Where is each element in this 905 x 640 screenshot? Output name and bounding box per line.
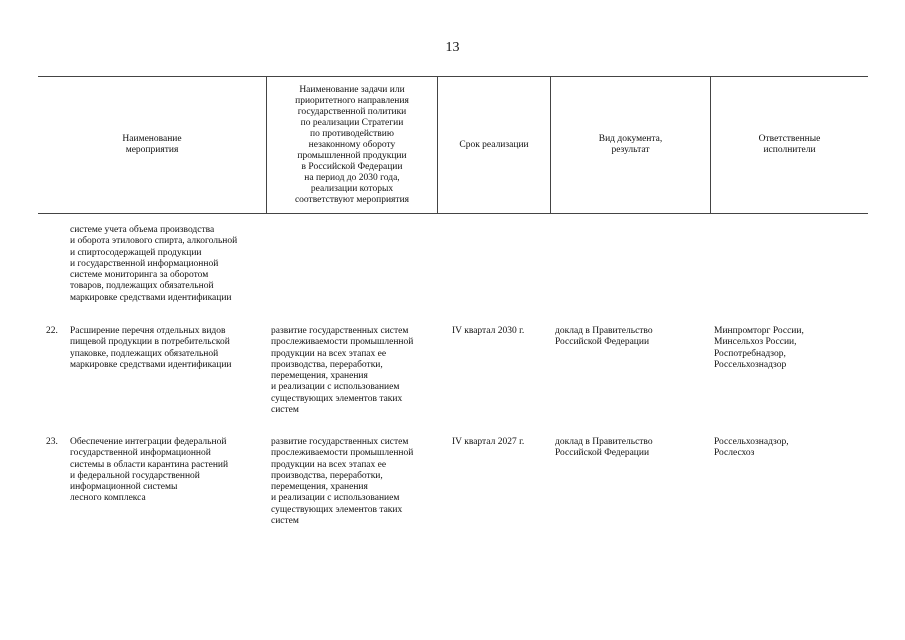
row-executors: Россельхознадзор, Рослесхоз <box>714 437 789 459</box>
row-number: 22. <box>46 326 58 336</box>
header-col-term: Срок реализации <box>459 139 529 150</box>
header-col-document: Вид документа, результат <box>598 134 663 155</box>
header-col-activity: Наименование мероприятия <box>122 134 182 155</box>
row-document: доклад в Правительство Российской Федерации <box>555 326 653 348</box>
row-term: IV квартал 2027 г. <box>452 437 525 447</box>
row-document: доклад в Правительство Российской Федерации <box>555 437 653 459</box>
row-number: 23. <box>46 437 58 447</box>
header-col-executors: Ответственные исполнители <box>758 134 821 155</box>
header-col-task: Наименование задачи или приоритетного направления государственной политики по реализации Стратегии по противодействию незаконному обороту промышленной продукции в Российской Федерации на период до 2030 года, реализации которых соответствуют мероприятия <box>294 84 410 205</box>
row-term: IV квартал 2030 г. <box>452 326 525 336</box>
row-task: развитие государственных систем прослеживаемости промышленной продукции на всех этапах ее производства, переработки, перемещения, хранения и реализации с использованием существующих элементов таких систем <box>271 437 414 527</box>
row-activity: Обеспечение интеграции федеральной государственной информационной системы в области карантина растений и федеральной государственной информационной системы лесного комплекса <box>70 437 229 504</box>
continuation-text: системе учета объема производства и оборота этилового спирта, алкогольной и спиртосодержащей продукции и государственной информационной системе мониторинга за оборотом товаров, подлежащих обязательной маркировке средствами идентификации <box>70 225 238 303</box>
row-task: развитие государственных систем прослеживаемости промышленной продукции на всех этапах ее производства, переработки, перемещения, хранения и реализации с использованием существующих элементов таких систем <box>271 326 414 416</box>
row-activity: Расширение перечня отдельных видов пищевой продукции в потребительской упаковке, подлежащих обязательной маркировке средствами идентификации <box>70 326 232 370</box>
row-executors: Минпромторг России, Минсельхоз России, Роспотребнадзор, Россельхознадзор <box>714 326 804 370</box>
page-number: 13 <box>445 40 460 55</box>
